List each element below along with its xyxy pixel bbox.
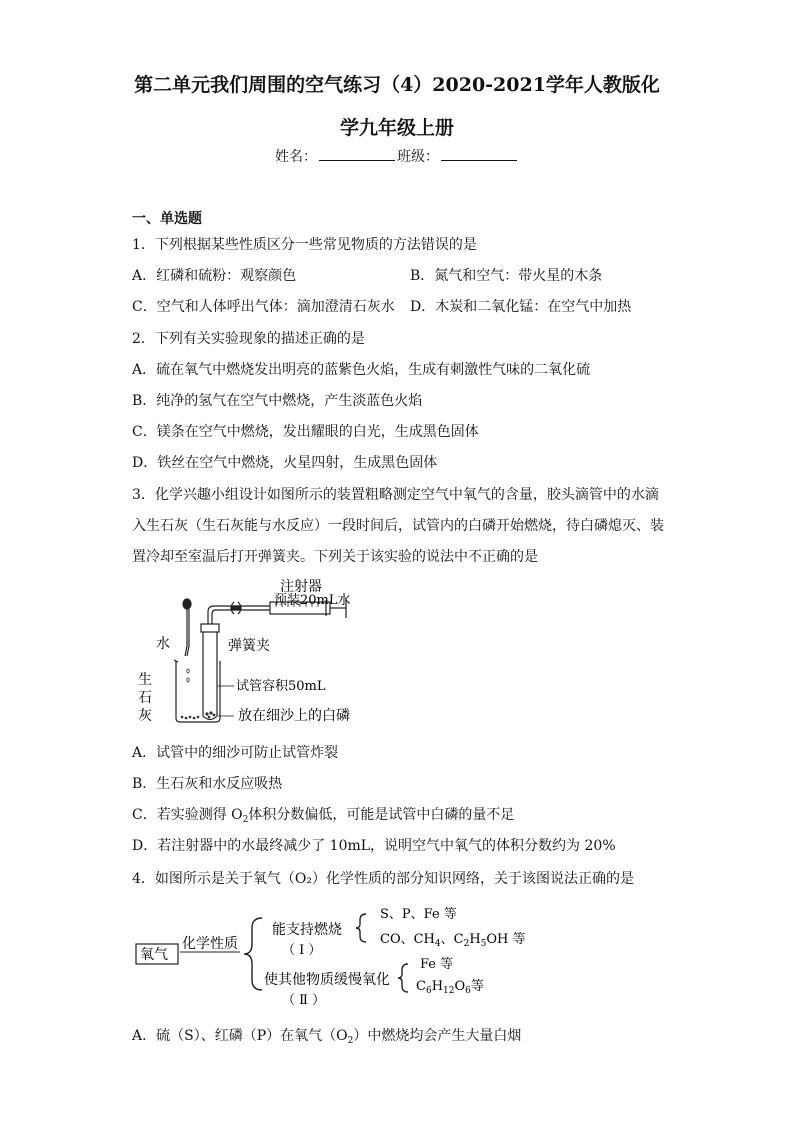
name-blank[interactable]	[319, 148, 395, 161]
test-tube-shape	[201, 624, 219, 720]
oxygen-label: 氧气	[140, 947, 168, 963]
q1-option-a: A．红磷和硫粉：观察颜色	[132, 268, 297, 284]
combustion-list-2: CO、$CH_4$、$C_2H_5OH$ 等	[380, 932, 526, 949]
phosphorus-label: 放在细沙上的白磷	[238, 708, 350, 724]
water-label: 水	[156, 636, 170, 652]
q3-stem-line3: 置冷却至室温后打开弹簧夹。下列关于该实验的说法中不正确的是	[132, 549, 538, 565]
small-brace-1	[356, 914, 366, 942]
q1-option-d: D．木炭和二氧化锰：在空气中加热	[410, 299, 632, 315]
syringe-label: 注射器	[280, 579, 322, 595]
slow-oxidation-label: 使其他物质缓慢氧化	[264, 972, 390, 988]
syringe-preload-label: 预装20mL水	[274, 593, 351, 608]
oxidation-list-1: Fe 等	[420, 957, 454, 972]
q2-option-c: C．镁条在空气中燃烧，发出耀眼的白光，生成黑色固体	[132, 424, 479, 440]
big-brace	[244, 918, 262, 990]
q3-apparatus-figure	[130, 576, 390, 728]
document-title-line2: 学九年级上册	[339, 117, 454, 139]
section-heading: 一、单选题	[132, 211, 202, 227]
lime-label-2: 石	[138, 690, 152, 706]
q3-option-c: C．若实验测得 $O_2$体积分数偏低，可能是试管中白磷的量不足	[132, 807, 515, 825]
lime-label-3: 灰	[138, 708, 152, 724]
q4-stem: 4．如图所示是关于氧气（O₂）化学性质的部分知识网络，关于该图说法正确的是	[132, 871, 634, 887]
roman-one: （ Ⅰ ）	[282, 943, 322, 958]
name-class-bar	[0, 146, 794, 166]
q1-stem: 1．下列根据某些性质区分一些常见物质的方法错误的是	[132, 237, 477, 253]
q2-option-d: D．铁丝在空气中燃烧，火星四射，生成黑色固体	[132, 455, 438, 471]
lime-dots	[187, 669, 189, 682]
small-brace-2	[398, 964, 408, 992]
q2-stem: 2．下列有关实验现象的描述正确的是	[132, 331, 365, 347]
combustion-list-1: S、P、Fe 等	[380, 907, 457, 922]
q4-network-figure	[130, 898, 530, 1010]
spring-clamp-shape	[231, 602, 241, 614]
q3-stem-line2: 入生石灰（生石灰能与水反应）一段时间后，试管内的白磷开始燃烧，待白磷熄灭、装	[132, 518, 664, 534]
chem-property-label: 化学性质	[182, 936, 238, 952]
name-label: 姓名：	[275, 149, 317, 165]
q1-option-b: B．氮气和空气：带火星的木条	[410, 268, 603, 284]
q2-option-b: B．纯净的氢气在空气中燃烧，产生淡蓝色火焰	[132, 393, 423, 409]
q3-stem-line1: 3．化学兴趣小组设计如图所示的装置粗略测定空气中氧气的含量，胶头滴管中的水滴	[132, 487, 659, 503]
q1-option-c: C．空气和人体呼出气体：滴加澄清石灰水	[132, 299, 395, 315]
q3-option-a: A．试管中的细沙可防止试管炸裂	[132, 745, 339, 761]
tube-volume-label: 试管容积50mL	[236, 679, 326, 694]
q3-option-b: B．生石灰和水反应吸热	[132, 776, 283, 792]
clamp-label: 弹簧夹	[228, 638, 270, 654]
class-label: 班级：	[397, 149, 439, 165]
q3-option-d: D．若注射器中的水最终减少了 10mL，说明空气中氧气的体积分数约为 20%	[132, 838, 616, 854]
support-combustion-label: 能支持燃烧	[272, 922, 342, 938]
roman-two: （ Ⅱ ）	[282, 993, 326, 1008]
dropper-shape	[183, 599, 191, 656]
class-blank[interactable]	[441, 148, 517, 161]
lime-label-1: 生	[138, 672, 152, 688]
oxidation-list-2: $C_6H_{12}O_6$等	[416, 979, 484, 996]
q4-option-a: A．硫（S）、红磷（P）在氧气$(O_2)$中燃烧均会产生大量白烟	[132, 1028, 522, 1046]
document-title-line1: 第二单元我们周围的空气练习（4）2020-2021学年人教版化	[134, 74, 660, 96]
sand-phosphorus	[181, 711, 216, 719]
q2-option-a: A．硫在氧气中燃烧发出明亮的蓝紫色火焰，生成有刺激性气味的二氧化硫	[132, 362, 591, 378]
beaker-shape	[174, 660, 220, 722]
